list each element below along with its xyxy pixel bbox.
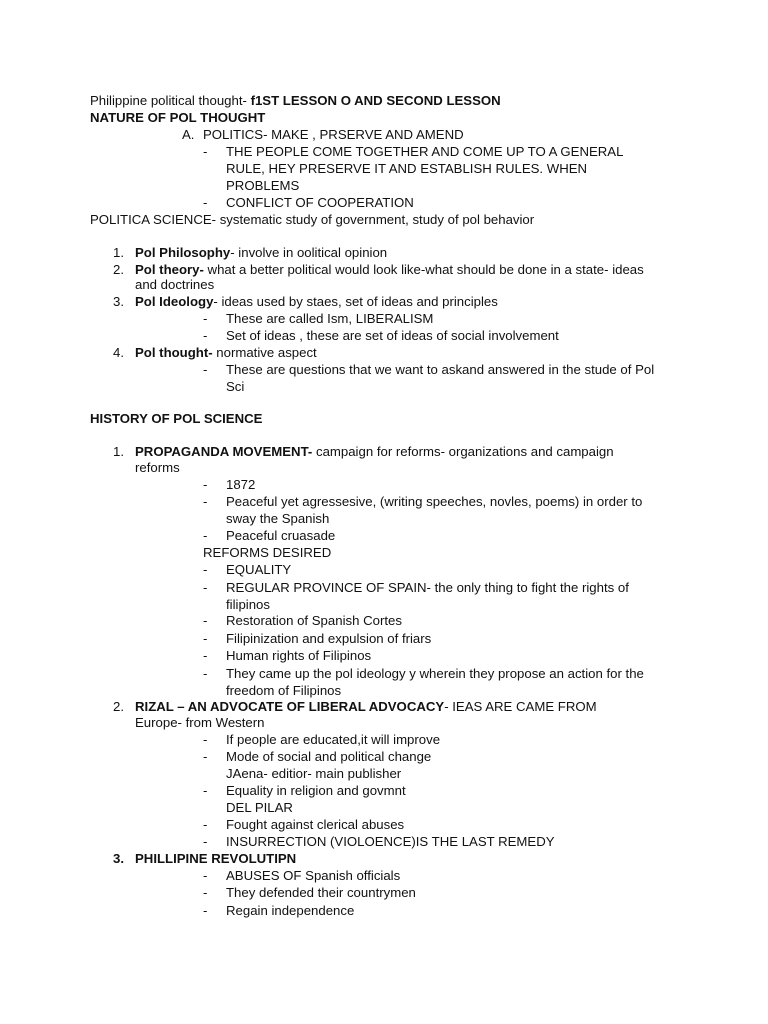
bullet-dash: - [203, 903, 208, 918]
term: Pol Ideology [135, 294, 214, 309]
definition: campaign for reforms- organizations and campaign [312, 444, 614, 459]
bullet-text: 1872 [226, 477, 256, 492]
bullet-text: PROBLEMS [226, 178, 300, 193]
bullet-text: EQUALITY [226, 562, 292, 577]
list-item-pol-ideology [135, 293, 498, 310]
bullet-text: Mode of social and political change [226, 749, 432, 764]
list-number: 3. [113, 294, 124, 309]
section-heading-nature: NATURE OF POL THOUGHT [90, 110, 266, 125]
definition: - involve in oolitical opinion [230, 245, 388, 260]
list-number: 3. [113, 851, 124, 866]
bullet-text: INSURRECTION (VIOLOENCE)IS THE LAST REMEDY [226, 834, 555, 849]
list-item-pol-thought [135, 344, 317, 361]
bullet-dash: - [203, 666, 208, 681]
item-a-text: POLITICS- MAKE , PRSERVE AND AMEND [203, 127, 464, 142]
bullet-text: ABUSES OF Spanish officials [226, 868, 401, 883]
section-heading-history: HISTORY OF POL SCIENCE [90, 411, 263, 426]
bullet-dash: - [203, 783, 208, 798]
bullet-text: Peaceful yet agressesive, (writing speeches, novles, poems) in order to [226, 494, 643, 509]
del-pilar-line: DEL PILAR [226, 800, 293, 815]
list-number: 2. [113, 262, 124, 277]
jaena-line: JAena- editior- main publisher [226, 766, 402, 781]
list-number: 1. [113, 245, 124, 260]
term: Pol Philosophy [135, 245, 231, 260]
bullet-dash: - [203, 580, 208, 595]
bullet-dash: - [203, 648, 208, 663]
bullet-dash: - [203, 817, 208, 832]
term: RIZAL – AN ADVOCATE OF LIBERAL ADVOCACY [135, 699, 445, 714]
document-title [90, 92, 501, 109]
bullet-dash: - [203, 195, 208, 210]
bullet-dash: - [203, 562, 208, 577]
bullet-text: Restoration of Spanish Cortes [226, 613, 402, 628]
list-item-propaganda [135, 443, 614, 460]
bullet-text: THE PEOPLE COME TOGETHER AND COME UP TO A GENERAL [226, 144, 624, 159]
reforms-desired-label: REFORMS DESIRED [203, 545, 332, 560]
list-number: 1. [113, 444, 124, 459]
bullet-dash: - [203, 311, 208, 326]
bullet-text: These are questions that we want to askand answered in the stude of Pol [226, 362, 655, 377]
bullet-text: Equality in religion and govmnt [226, 783, 406, 798]
bullet-text: Regain independence [226, 903, 355, 918]
list-item-rizal [135, 698, 597, 715]
bullet-dash: - [203, 868, 208, 883]
bullet-text: sway the Spanish [226, 511, 330, 526]
bullet-dash: - [203, 885, 208, 900]
bullet-dash: - [203, 328, 208, 343]
bullet-text: They defended their countrymen [226, 885, 416, 900]
title-prefix: Philippine political thought- [90, 93, 251, 108]
list-item-revolution: PHILLIPINE REVOLUTIPN [135, 851, 297, 866]
bullet-dash: - [203, 528, 208, 543]
list-item-pol-philosophy [135, 244, 387, 261]
bullet-text: These are called Ism, LIBERALISM [226, 311, 434, 326]
list-item-continuation: and doctrines [135, 277, 215, 292]
bullet-dash: - [203, 494, 208, 509]
bullet-text: RULE, HEY PRESERVE IT AND ESTABLISH RULES. WHEN [226, 161, 588, 176]
definition: - ideas used by staes, set of ideas and principles [213, 294, 498, 309]
bullet-text: filipinos [226, 597, 270, 612]
bullet-text: They came up the pol ideology y wherein they propose an action for the [226, 666, 644, 681]
bullet-text: Sci [226, 379, 245, 394]
bullet-text: Filipinization and expulsion of friars [226, 631, 432, 646]
bullet-dash: - [203, 613, 208, 628]
bullet-dash: - [203, 362, 208, 377]
bullet-text: freedom of Filipinos [226, 683, 342, 698]
bullet-text: Peaceful cruasade [226, 528, 336, 543]
list-item-continuation: Europe- from Western [135, 715, 265, 730]
bullet-dash: - [203, 749, 208, 764]
bullet-dash: - [203, 631, 208, 646]
bullet-text: Set of ideas , these are set of ideas of social involvement [226, 328, 559, 343]
list-item-continuation: reforms [135, 460, 180, 475]
term: PROPAGANDA MOVEMENT- [135, 444, 313, 459]
item-a-marker: A. [182, 127, 195, 142]
definition: normative aspect [212, 345, 317, 360]
bullet-dash: - [203, 834, 208, 849]
bullet-dash: - [203, 477, 208, 492]
list-number: 4. [113, 345, 124, 360]
bullet-text: If people are educated,it will improve [226, 732, 441, 747]
title-bold: f1ST LESSON O AND SECOND LESSON [250, 93, 501, 108]
definition: - IEAS ARE CAME FROM [444, 699, 597, 714]
bullet-text: REGULAR PROVINCE OF SPAIN- the only thing to fight the rights of [226, 580, 629, 595]
bullet-dash: - [203, 732, 208, 747]
term: Pol theory- [135, 262, 204, 277]
bullet-text: Human rights of Filipinos [226, 648, 372, 663]
definition: what a better political would look like-what should be done in a state- ideas [203, 262, 644, 277]
bullet-text: Fought against clerical abuses [226, 817, 405, 832]
bullet-text: CONFLICT OF COOPERATION [226, 195, 414, 210]
politica-science-line: POLITICA SCIENCE- systematic study of government, study of pol behavior [90, 212, 535, 227]
bullet-dash: - [203, 144, 208, 159]
list-number: 2. [113, 699, 124, 714]
term: Pol thought- [135, 345, 213, 360]
